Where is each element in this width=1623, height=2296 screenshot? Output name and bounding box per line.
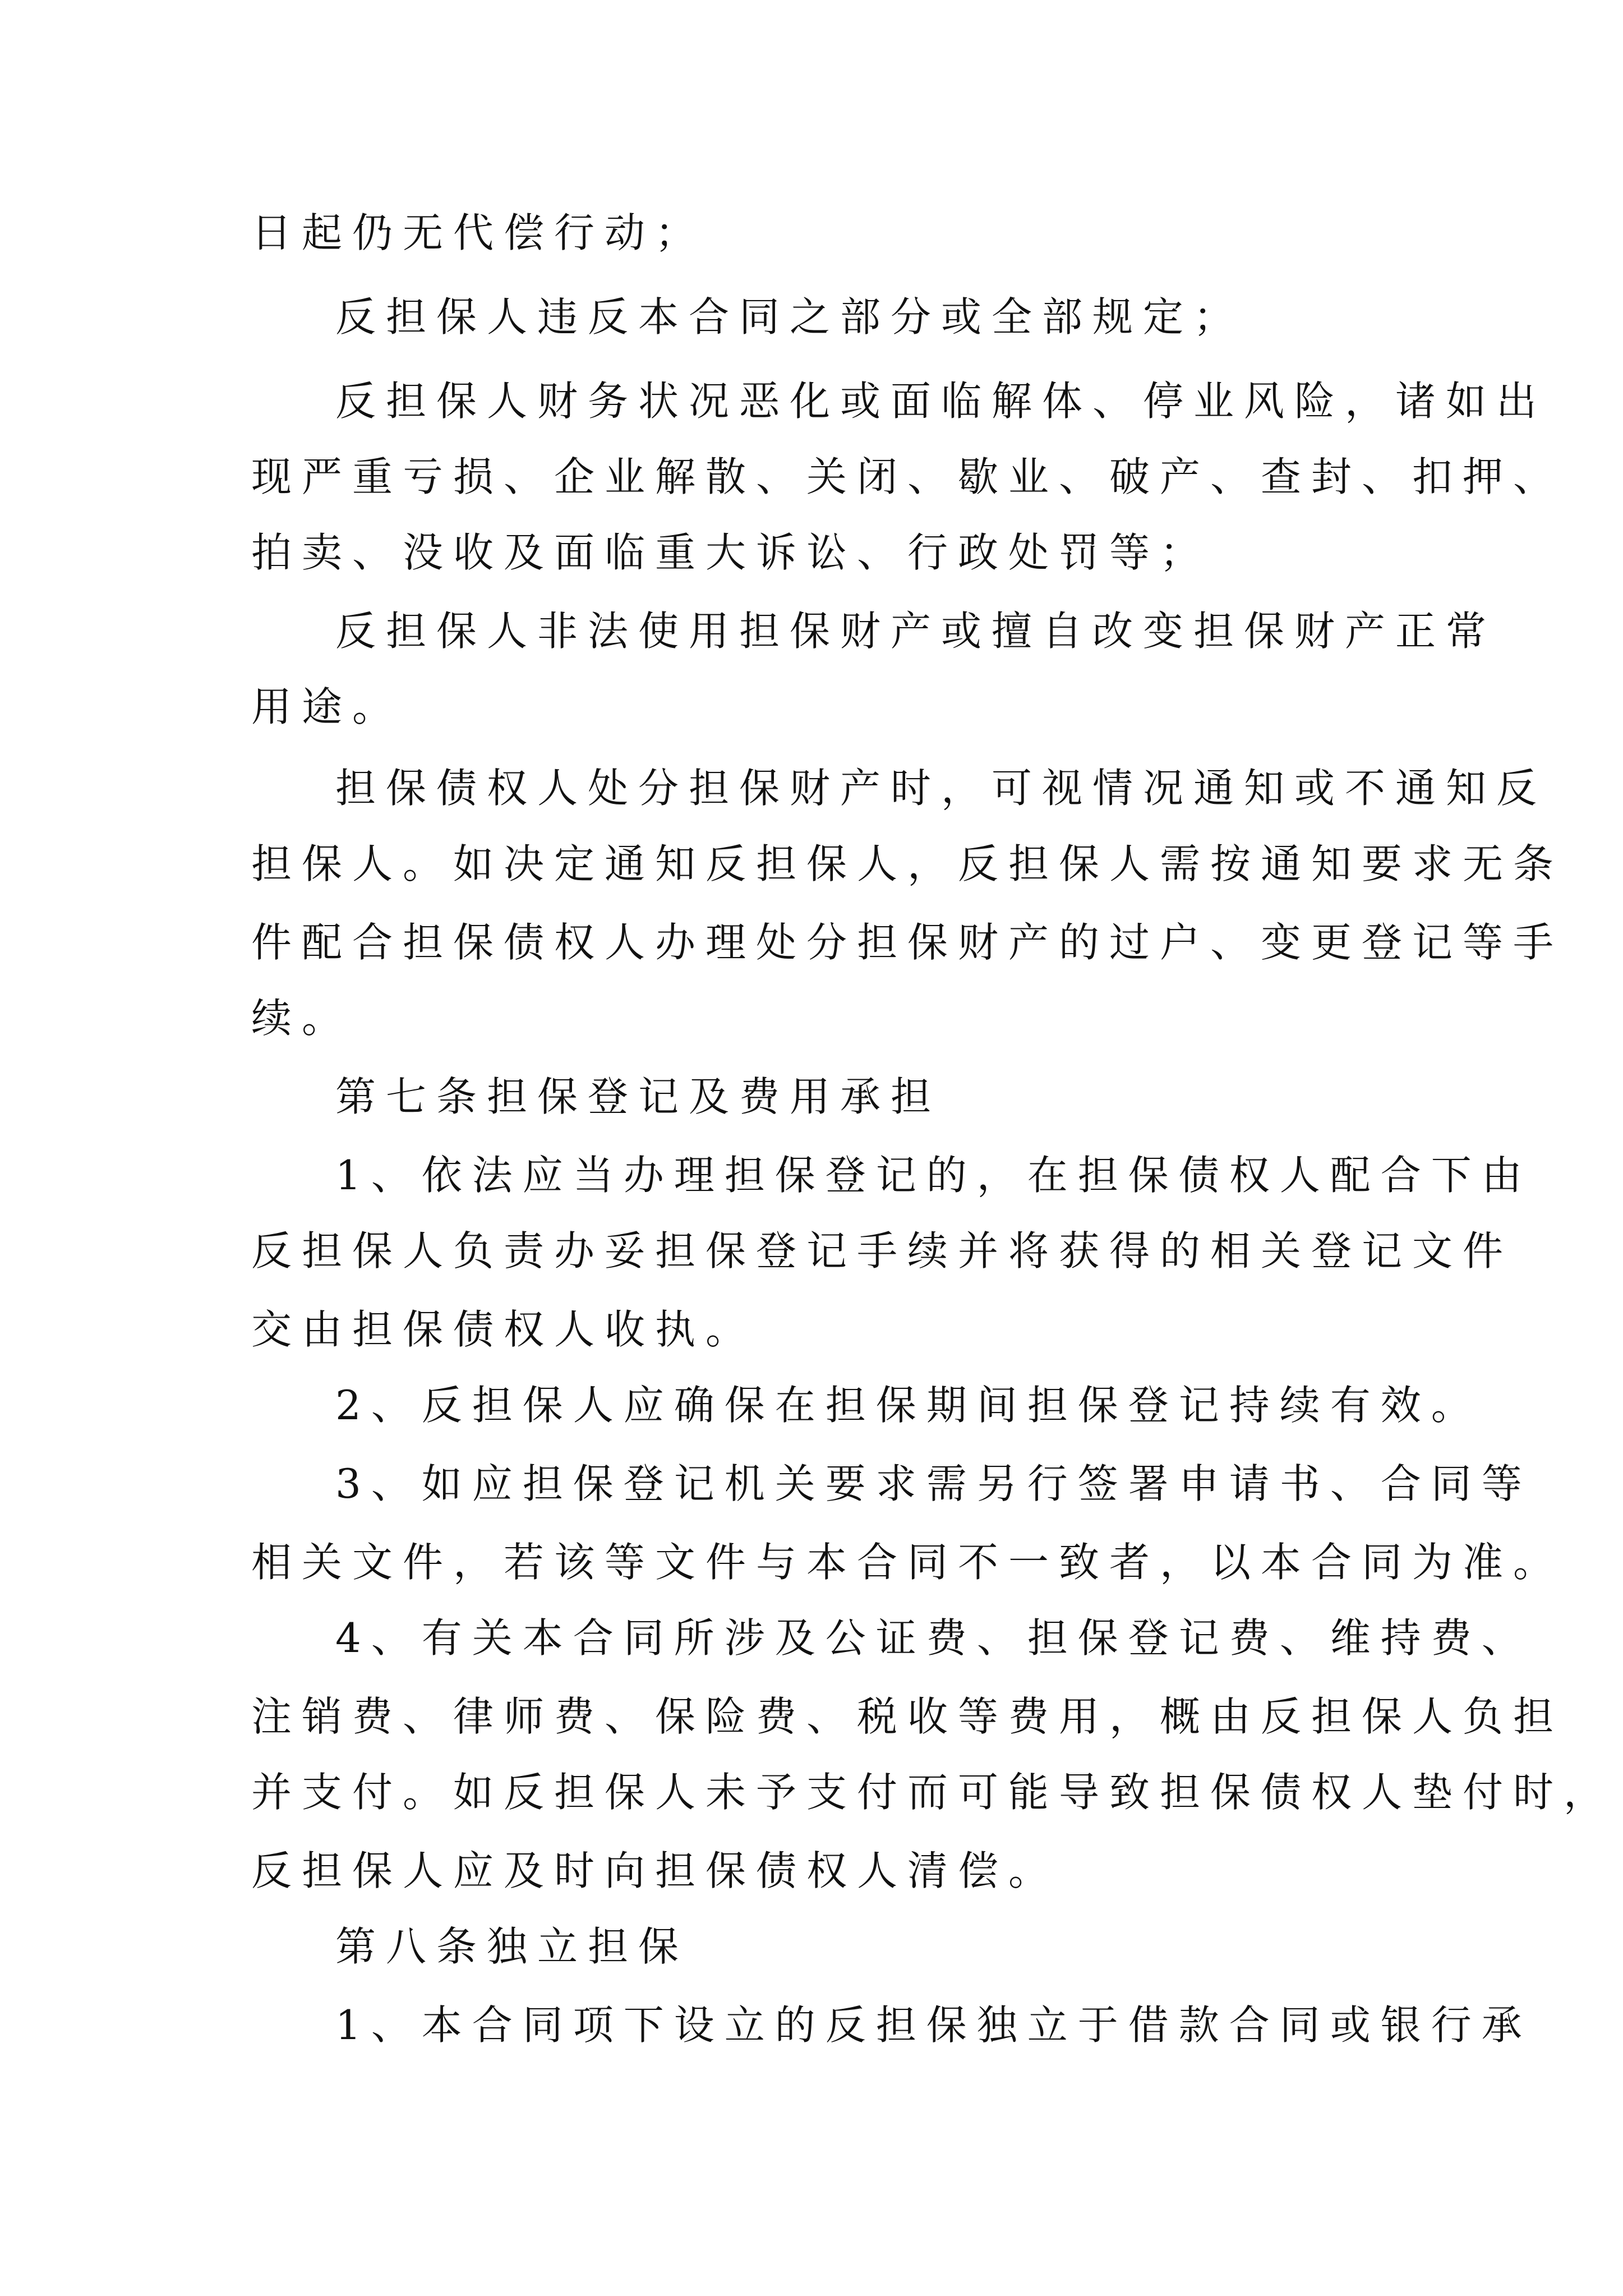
text-line: 注销费、律师费、保险费、税收等费用，概由反担保人负担 (251, 1693, 1564, 1740)
text-line: 2、反担保人应确保在担保期间担保登记持续有效。 (335, 1382, 1482, 1429)
text-line: 担保债权人处分担保财产时，可视情况通知或不通知反 (335, 765, 1547, 812)
text-line: 1、依法应当办理担保登记的，在担保债权人配合下由 (335, 1152, 1532, 1199)
text-line: 续。 (251, 995, 353, 1042)
text-line: 相关文件，若该等文件与本合同不一致者，以本合同为准。 (251, 1539, 1564, 1586)
text-line: 反担保人违反本合同之部分或全部规定； (335, 293, 1244, 341)
text-line: 反担保人应及时向担保债权人清偿。 (251, 1847, 1059, 1894)
text-line: 交由担保债权人收执。 (251, 1306, 757, 1353)
text-line: 日起仍无代偿行动； (251, 209, 706, 256)
text-line: 并支付。如反担保人未予支付而可能导致担保债权人垫付时， (251, 1769, 1615, 1816)
text-line: 件配合担保债权人办理处分担保财产的过户、变更登记等手 (251, 919, 1564, 966)
text-line: 用途。 (251, 683, 403, 730)
text-line: 4、有关本合同所涉及公证费、担保登记费、维持费、 (335, 1614, 1532, 1662)
section-heading: 第七条担保登记及费用承担 (335, 1073, 942, 1120)
text-line: 1、本合同项下设立的反担保独立于借款合同或银行承 (335, 2001, 1532, 2049)
text-line: 拍卖、没收及面临重大诉讼、行政处罚等； (251, 529, 1211, 576)
text-line: 3、如应担保登记机关要求需另行签署申请书、合同等 (335, 1460, 1532, 1507)
text-line: 现严重亏损、企业解散、关闭、歇业、破产、查封、扣押、 (251, 453, 1564, 500)
text-line: 反担保人财务状况恶化或面临解体、停业风险，诸如出 (335, 378, 1547, 425)
text-line: 反担保人非法使用担保财产或擅自改变担保财产正常 (335, 608, 1497, 655)
text-line: 担保人。如决定通知反担保人，反担保人需按通知要求无条 (251, 840, 1564, 887)
section-heading: 第八条独立担保 (335, 1923, 689, 1970)
text-line: 反担保人负责办妥担保登记手续并将获得的相关登记文件 (251, 1227, 1514, 1274)
